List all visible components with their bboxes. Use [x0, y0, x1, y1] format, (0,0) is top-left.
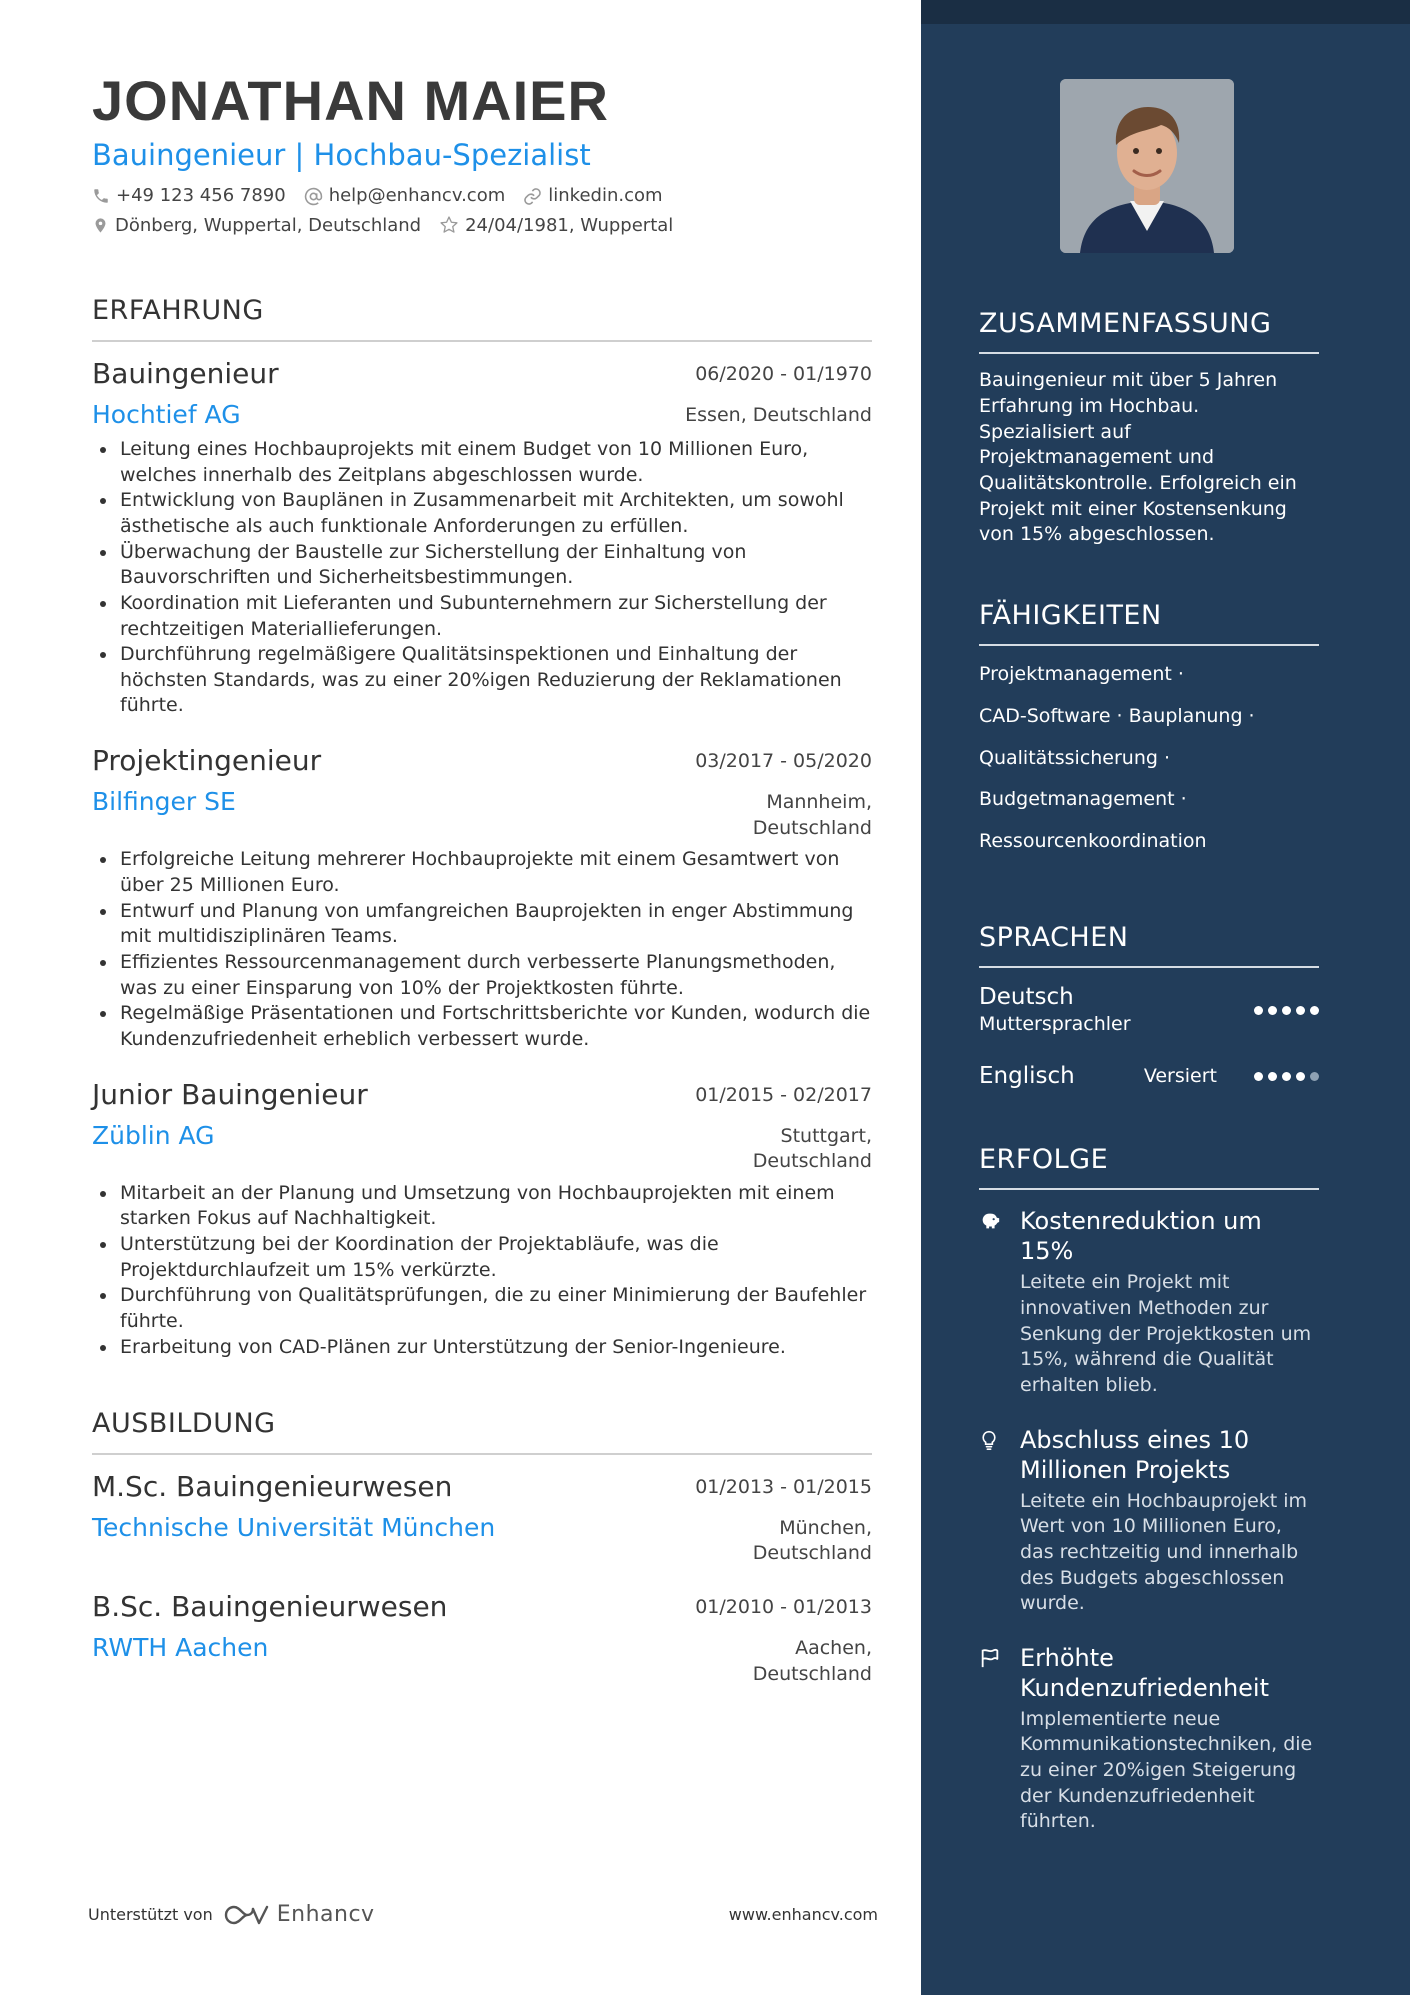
education-entry	[92, 1589, 872, 1687]
job-dates: 03/2017 - 05/2020	[695, 750, 872, 773]
bullet-item: Durchführung von Qualitätsprüfungen, die zu einer Minimierung der Baufehler führte.	[92, 1283, 872, 1334]
bullet-item: Regelmäßige Präsentationen und Fortschrittsberichte vor Kunden, wodurch die Kundenzufriedenheit erheblich verbessert wurde.	[92, 1001, 872, 1052]
contact-row-1	[92, 184, 872, 207]
degree-title: M.Sc. Bauingenieurwesen	[92, 1469, 453, 1503]
bullet-item: Entwurf und Planung von umfangreichen Bauprojekten in enger Abstimmung mit multidisziplinären Teams.	[92, 899, 872, 950]
candidate-name: JONATHAN MAIER	[92, 69, 609, 132]
phone-icon	[92, 187, 110, 205]
job-title: Projektingenieur	[92, 744, 322, 778]
star-icon	[439, 215, 459, 235]
job-company[interactable]: Hochtief AG	[92, 399, 241, 429]
rating-dot-filled	[1268, 1072, 1277, 1081]
rating-dot-filled	[1282, 1006, 1291, 1015]
rating-dot-filled	[1282, 1072, 1291, 1081]
achievement-description: Leitete ein Projekt mit innovativen Methoden zur Senkung der Projektkosten um 15%, während die Qualität erhalten blieb.	[1020, 1271, 1312, 1396]
skill-line: Qualitätssicherung ·	[979, 746, 1171, 769]
achievement-description: Leitete ein Hochbauprojekt im Wert von 10 Millionen Euro, das rechtzeitig und innerhalb des Budgets abgeschlossen wurde.	[1020, 1489, 1308, 1615]
avatar-illustration	[1060, 79, 1234, 253]
bullet-item: Erarbeitung von CAD-Plänen zur Unterstützung der Senior-Ingenieure.	[92, 1335, 872, 1361]
achievement-description: Implementierte neue Kommunikationstechniken, die zu einer 20%igen Steigerung der Kundenzufriedenheit führten.	[1020, 1707, 1313, 1833]
bullet-item: Überwachung der Baustelle zur Sicherstellung der Einhaltung von Bauvorschriften und Sicherheitsbestimmungen.	[92, 540, 872, 591]
main-column	[92, 70, 872, 1687]
summary-section	[979, 308, 1319, 548]
contact-email[interactable]	[304, 184, 506, 207]
school-name[interactable]: RWTH Aachen	[92, 1632, 269, 1662]
contact-phone[interactable]	[92, 184, 286, 207]
footer-powered-by[interactable]	[88, 1902, 375, 1927]
experience-title: ERFAHRUNG	[92, 295, 872, 341]
rating-dot-filled	[1296, 1006, 1305, 1015]
achievements-section	[979, 1144, 1319, 1835]
skill-line: Budgetmanagement ·	[979, 788, 1187, 811]
job-entry	[92, 743, 872, 1052]
sidebar	[921, 0, 1410, 1995]
job-entry	[92, 356, 872, 720]
skills-section	[979, 600, 1319, 855]
language-name: Deutsch	[979, 984, 1074, 1011]
job-location: Essen, Deutschland	[685, 403, 872, 426]
achievement-item	[979, 1206, 1319, 1398]
achievement-title: Erhöhte Kundenzufriedenheit	[1020, 1643, 1269, 1702]
footer	[88, 1902, 878, 1927]
footer-url[interactable]: www.enhancv.com	[728, 1905, 878, 1924]
summary-text: Bauingenieur mit über 5 Jahren Erfahrung im Hochbau. Spezialisiert auf Projektmanagement und Qualitätskontrolle. Erfolgreich ein Projekt mit einer Kostensenkung von 15% abgeschlossen.	[979, 369, 1297, 546]
job-company[interactable]: Züblin AG	[92, 1120, 215, 1150]
education-dates: 01/2010 - 01/2013	[695, 1595, 872, 1618]
footer-brand: Enhancv	[276, 1902, 375, 1927]
contact-birth	[439, 214, 673, 237]
bullet-item: Effizientes Ressourcenmanagement durch verbesserte Planungsmethoden, was zu einer Einsparung von 10% der Projektkosten führte.	[92, 950, 872, 1001]
bullet-item: Erfolgreiche Leitung mehrerer Hochbauprojekte mit einem Gesamtwert von über 25 Millionen Euro.	[92, 847, 872, 898]
location-text: Dönberg, Wuppertal, Deutschland	[115, 214, 422, 236]
school-name[interactable]: Technische Universität München	[92, 1512, 496, 1542]
piggy-bank-icon	[979, 1210, 1001, 1232]
contact-website[interactable]	[523, 184, 662, 207]
job-bullets	[92, 437, 872, 719]
phone-text: +49 123 456 7890	[116, 185, 286, 207]
school-location: München, Deutschland	[752, 1516, 872, 1565]
education-title: AUSBILDUNG	[92, 1408, 872, 1454]
experience-section	[92, 295, 872, 1360]
email-text: help@enhancv.com	[328, 185, 506, 207]
profile-photo	[1060, 79, 1234, 253]
rating-dot-filled	[1254, 1072, 1263, 1081]
contact-row-2	[92, 214, 872, 237]
bullet-item: Durchführung regelmäßigere Qualitätsinspektionen und Einhaltung der höchsten Standards, was zu einer 20%igen Reduzierung der Reklamationen führte.	[92, 642, 872, 719]
language-name: Englisch	[979, 1062, 1075, 1089]
education-dates: 01/2013 - 01/2015	[695, 1475, 872, 1498]
summary-title: ZUSAMMENFASSUNG	[979, 308, 1319, 354]
rating-dot-filled	[1310, 1006, 1319, 1015]
job-company[interactable]: Bilfinger SE	[92, 787, 236, 817]
skills-title: FÄHIGKEITEN	[979, 600, 1319, 646]
job-dates: 01/2015 - 02/2017	[695, 1083, 872, 1106]
website-text: linkedin.com	[548, 185, 663, 207]
job-title: Junior Bauingenieur	[92, 1077, 368, 1111]
languages-title: SPRACHEN	[979, 922, 1319, 968]
sidebar-top-bar	[921, 0, 1410, 24]
language-rating	[1249, 1072, 1319, 1081]
job-location: Mannheim, Deutschland	[752, 791, 872, 839]
bullet-item: Leitung eines Hochbauprojekts mit einem Budget von 10 Millionen Euro, welches innerhalb des Zeitplans abgeschlossen wurde.	[92, 437, 872, 488]
job-entry	[92, 1077, 872, 1361]
achievement-item	[979, 1425, 1319, 1617]
link-icon	[523, 187, 542, 206]
language-row	[979, 984, 1319, 1036]
bullet-item: Koordination mit Lieferanten und Subunternehmern zur Sicherstellung der rechtzeitigen Materiallieferungen.	[92, 591, 872, 642]
birth-text: 24/04/1981, Wuppertal	[465, 214, 674, 236]
lightbulb-icon	[979, 1429, 999, 1451]
skill-line: Ressourcenkoordination	[979, 829, 1207, 852]
job-title: Bauingenieur	[92, 356, 279, 390]
bullet-item: Unterstützung bei der Koordination der Projektabläufe, was die Projektdurchlaufzeit um 15% verkürzte.	[92, 1232, 872, 1283]
at-icon	[304, 187, 323, 206]
achievement-title: Kostenreduktion um 15%	[1020, 1207, 1262, 1266]
rating-dot-filled	[1254, 1006, 1263, 1015]
bullet-item: Entwicklung von Bauplänen in Zusammenarbeit mit Architekten, um sowohl ästhetische als auch funktionale Anforderungen zu erfüllen.	[92, 488, 872, 539]
rating-dot-filled	[1268, 1006, 1277, 1015]
language-row	[979, 1063, 1319, 1091]
rating-dot-filled	[1296, 1072, 1305, 1081]
degree-title: B.Sc. Bauingenieurwesen	[92, 1589, 448, 1623]
flag-icon	[979, 1647, 1001, 1669]
job-dates: 06/2020 - 01/1970	[695, 362, 872, 385]
bullet-item: Mitarbeit an der Planung und Umsetzung von Hochbauprojekten mit einem starken Fokus auf Nachhaltigkeit.	[92, 1181, 872, 1232]
job-bullets	[92, 847, 872, 1052]
achievement-item	[979, 1643, 1319, 1835]
languages-section	[979, 922, 1319, 1090]
achievement-title: Abschluss eines 10 Millionen Projekts	[1020, 1425, 1250, 1484]
job-bullets	[92, 1181, 872, 1360]
language-level: Muttersprachler	[979, 1012, 1131, 1035]
skill-line: CAD-Software · Bauplanung ·	[979, 705, 1255, 728]
achievements-title: ERFOLGE	[979, 1144, 1319, 1190]
contact-location	[92, 214, 421, 237]
education-section	[92, 1408, 872, 1687]
school-location: Aachen, Deutschland	[752, 1636, 872, 1685]
powered-by-text: Unterstützt von	[88, 1905, 213, 1924]
candidate-title: Bauingenieur | Hochbau-Spezialist	[92, 137, 591, 172]
enhancv-logo-icon	[223, 1903, 271, 1927]
job-location: Stuttgart, Deutschland	[752, 1124, 872, 1173]
education-entry	[92, 1469, 872, 1567]
language-rating	[1249, 1006, 1319, 1015]
skill-line: Projektmanagement ·	[979, 663, 1184, 686]
location-pin-icon	[92, 216, 109, 235]
rating-dot-empty	[1310, 1072, 1319, 1081]
language-level: Versiert	[1143, 1065, 1217, 1088]
